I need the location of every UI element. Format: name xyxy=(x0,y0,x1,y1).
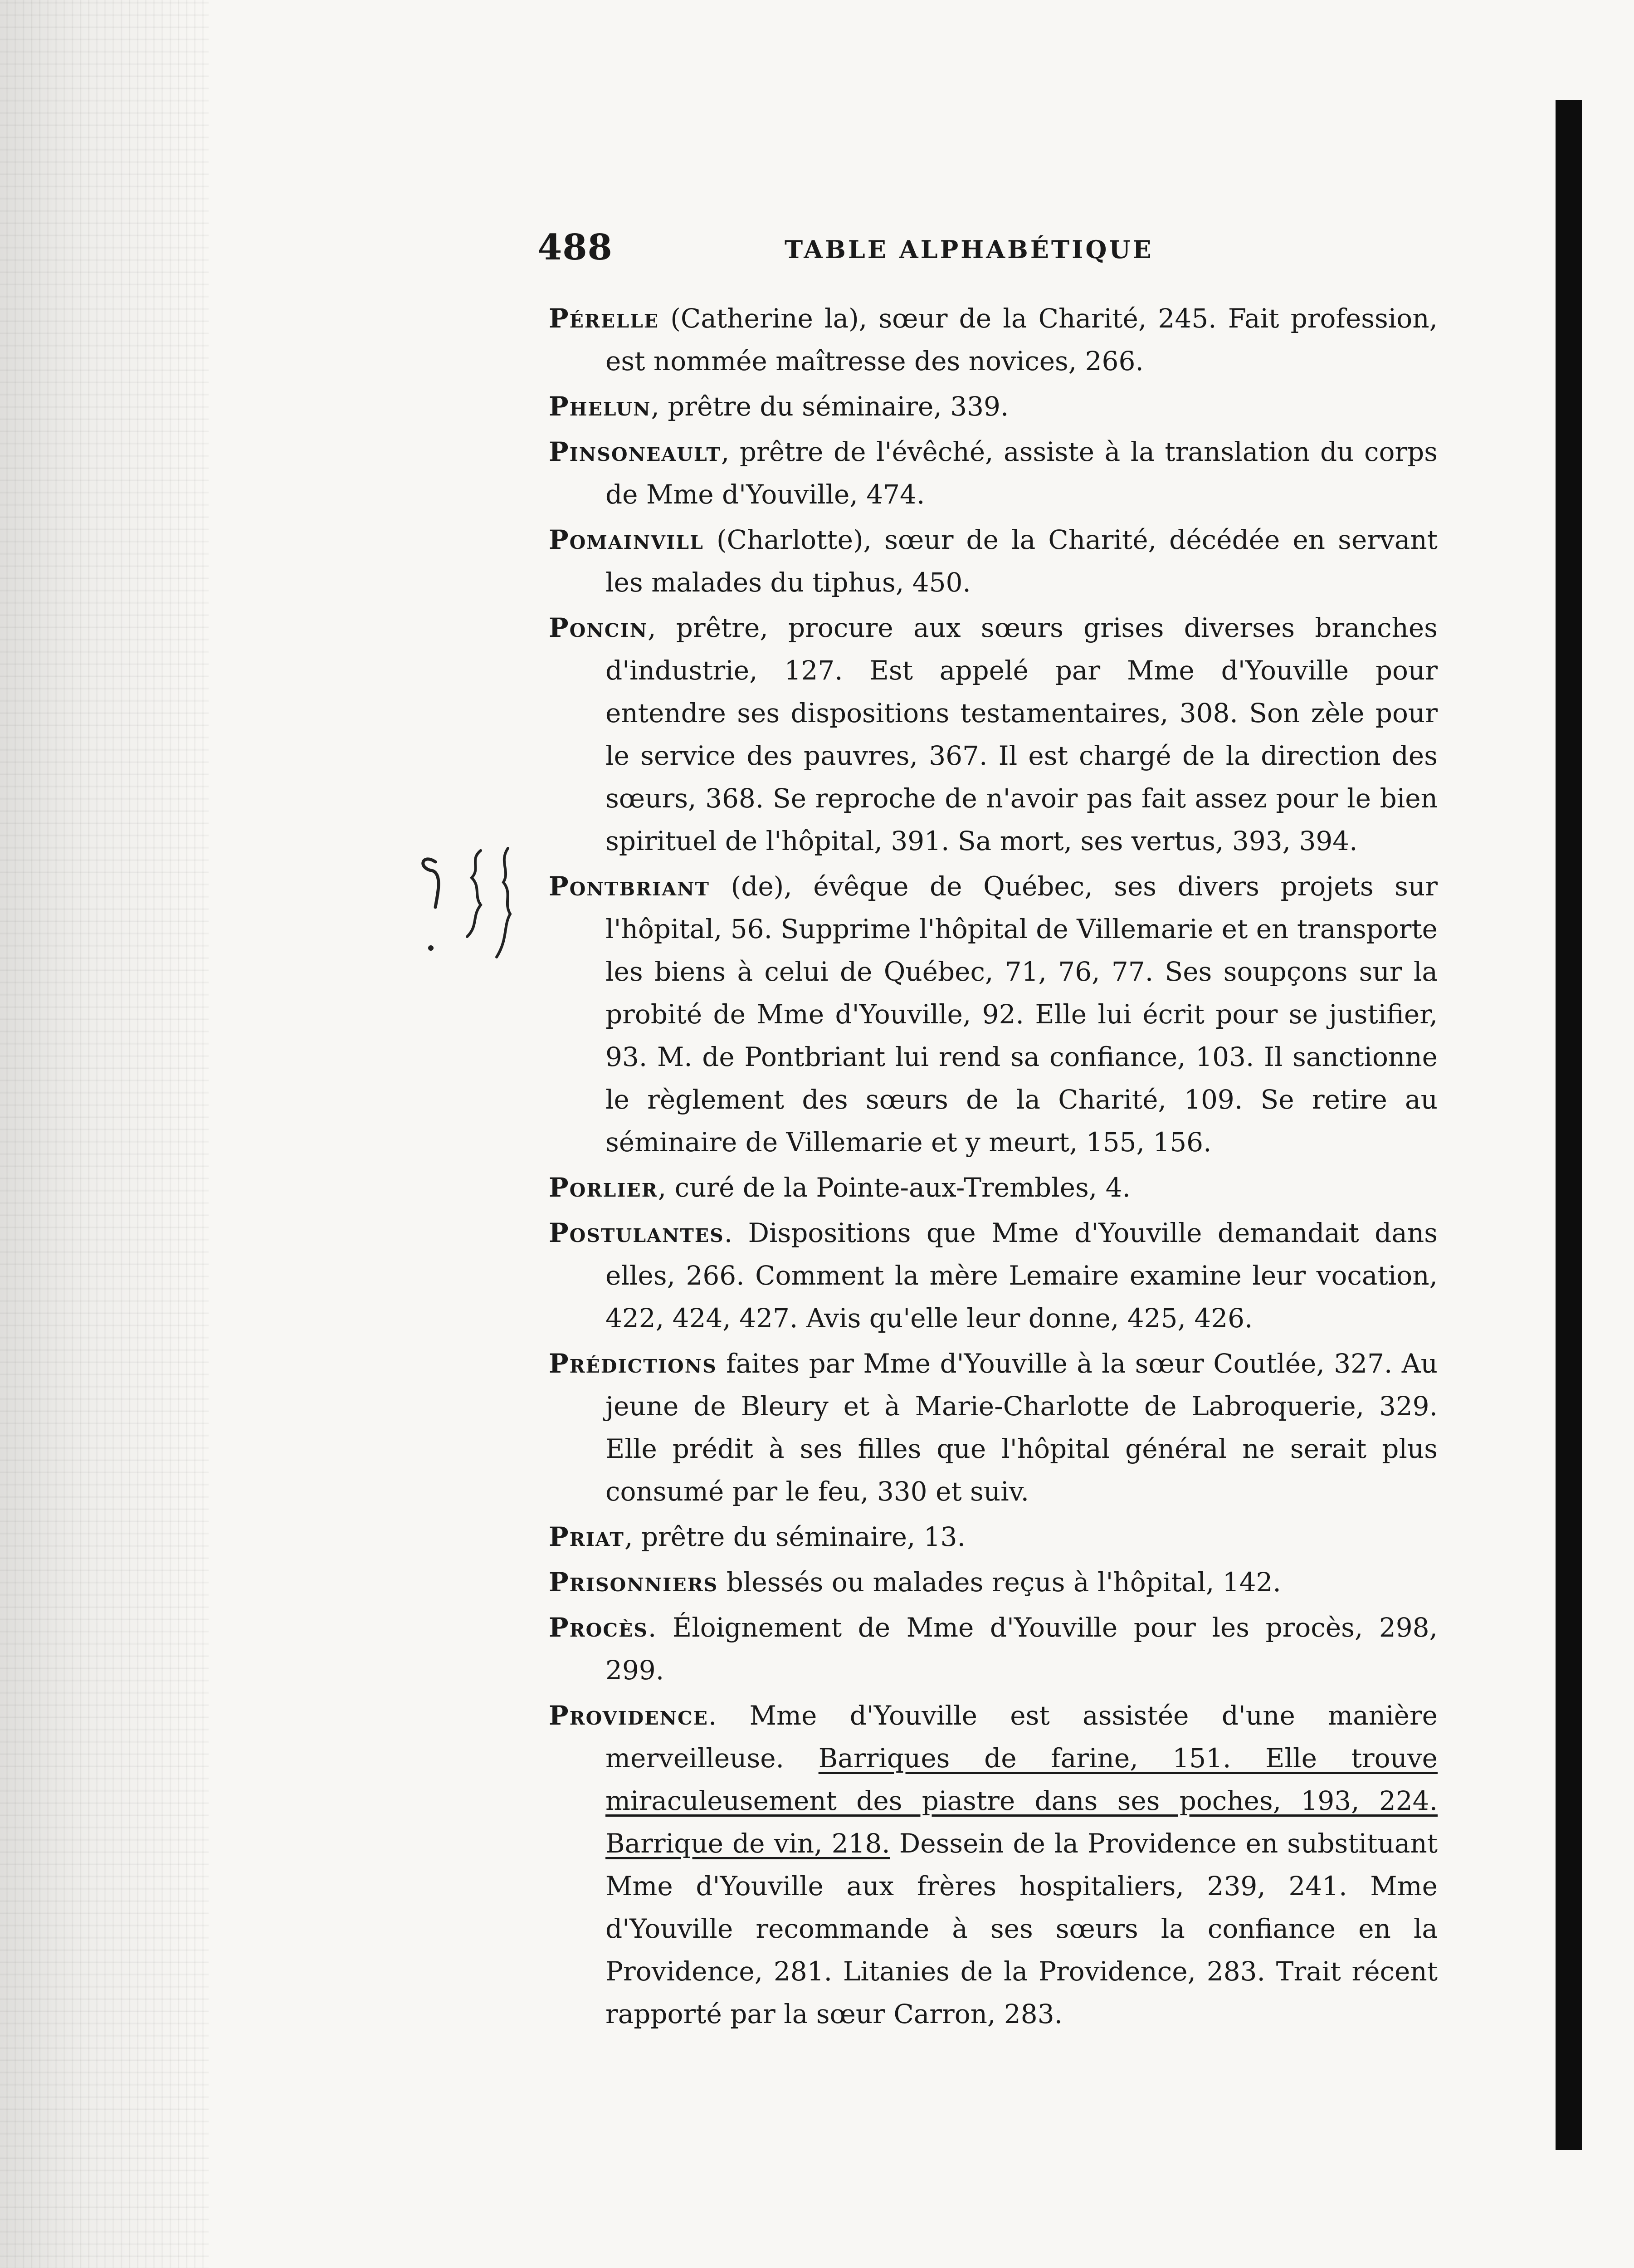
entry-text: . Dispositions que Mme d'Youville demandait dans elles, 266. Comment la mère Lemaire examine leur vocation, 422, 424, 427. Avis qu'elle leur donne, 425, 426. xyxy=(605,1217,1438,1334)
entry-text: , curé de la Pointe-aux-Trembles, 4. xyxy=(658,1172,1131,1203)
entry-heading: Pontbriant xyxy=(549,871,710,902)
running-title: TABLE ALPHABÉTIQUE xyxy=(785,235,1154,264)
entry-heading: Pomainvill xyxy=(549,524,704,555)
entry-text: faites par Mme d'Youville à la sœur Coutlée, 327. Au jeune de Bleury et à Marie-Charlotte de Labroquerie, 329. Elle prédit à ses filles que l'hôpital général ne serait plus consumé par le feu, 330 et suiv. xyxy=(605,1348,1438,1507)
entry-text: Dessein de la Providence en substituant Mme d'Youville aux frères hospitaliers, 239, 241. Mme d'Youville recommande à ses sœurs la confiance en la Providence, 281. Litanies de la Providence, 283. Trait récent rapporté par la sœur Carron, 283. xyxy=(605,1828,1438,2029)
index-entry xyxy=(549,865,1438,1163)
entry-text: (Charlotte), sœur de la Charité, décédée en servant les malades du tiphus, 450. xyxy=(605,524,1438,598)
entry-heading: Postulantes xyxy=(549,1217,724,1248)
entry-heading: Procès xyxy=(549,1612,648,1643)
handwritten-margin-marks xyxy=(417,844,553,989)
entry-text-underlined: Barriques de farine, 151. Elle trouve miraculeusement des piastre dans ses poches, 193, 224. Barrique de vin, 218. xyxy=(605,1743,1438,1859)
entry-text: , prêtre du séminaire, 13. xyxy=(624,1521,966,1552)
scan-binding-shadow xyxy=(1556,100,1582,2150)
page-header xyxy=(537,227,1308,277)
entry-text: , prêtre de l'évêché, assiste à la translation du corps de Mme d'Youville, 474. xyxy=(605,436,1438,510)
handwritten-mark-wave-1 xyxy=(467,850,481,937)
handwritten-mark-wave-2 xyxy=(497,848,510,957)
entry-heading: Pérelle xyxy=(549,303,659,334)
entry-heading: Phelun xyxy=(549,391,651,422)
index-entry xyxy=(549,1515,1438,1558)
entry-heading: Priat xyxy=(549,1521,624,1552)
index-entry-providence xyxy=(549,1694,1438,2035)
index-entry xyxy=(549,430,1438,516)
index-entry xyxy=(549,1212,1438,1339)
index-entry xyxy=(549,606,1438,862)
scan-margin-noise xyxy=(0,0,209,2268)
handwritten-mark-dot xyxy=(428,945,434,951)
index-entry xyxy=(549,297,1438,382)
entry-text: , prêtre du séminaire, 339. xyxy=(651,391,1009,422)
index-entry xyxy=(549,1606,1438,1691)
entry-heading: Prédictions xyxy=(549,1348,717,1379)
entry-heading: Pinsoneault xyxy=(549,436,721,467)
entry-heading: Providence xyxy=(549,1700,708,1731)
index-entry xyxy=(549,1561,1438,1603)
entry-text: , prêtre, procure aux sœurs grises diverses branches d'industrie, 127. Est appelé par Mme d'Youville pour entendre ses dispositions testamentaires, 308. Son zèle pour le service des pauvres, 367. Il est chargé de la direction des sœurs, 368. Se reproche de n'avoir pas fait assez pour le bien spirituel de l'hôpital, 391. Sa mort, ses vertus, 393, 394. xyxy=(605,612,1438,856)
index-entry xyxy=(549,518,1438,604)
index-entry xyxy=(549,385,1438,428)
index-entry xyxy=(549,1342,1438,1513)
entry-heading: Poncin xyxy=(549,612,648,643)
handwritten-mark-hook xyxy=(423,859,439,907)
entry-text: . Éloignement de Mme d'Youville pour les procès, 298, 299. xyxy=(605,1612,1438,1686)
index-entry xyxy=(549,1166,1438,1209)
page-number: 488 xyxy=(537,227,613,268)
index-entries xyxy=(549,297,1438,2038)
entry-heading: Porlier xyxy=(549,1172,658,1203)
entry-text: (Catherine la), sœur de la Charité, 245. Fait profession, est nommée maîtresse des novices, 266. xyxy=(605,303,1438,376)
entry-text: blessés ou malades reçus à l'hôpital, 142. xyxy=(718,1567,1281,1598)
entry-text: . Mme d'Youville est assistée d'une manière merveilleuse. xyxy=(605,1700,1438,1774)
entry-heading: Prisonniers xyxy=(549,1567,718,1598)
entry-text: (de), évêque de Québec, ses divers projets sur l'hôpital, 56. Supprime l'hôpital de Villemarie et en transporte les biens à celui de Québec, 71, 76, 77. Ses soupçons sur la probité de Mme d'Youville, 92. Elle lui écrit pour se justifier, 93. M. de Pontbriant lui rend sa confiance, 103. Il sanctionne le règlement des sœurs de la Charité, 109. Se retire au séminaire de Villemarie et y meurt, 155, 156. xyxy=(605,871,1438,1158)
